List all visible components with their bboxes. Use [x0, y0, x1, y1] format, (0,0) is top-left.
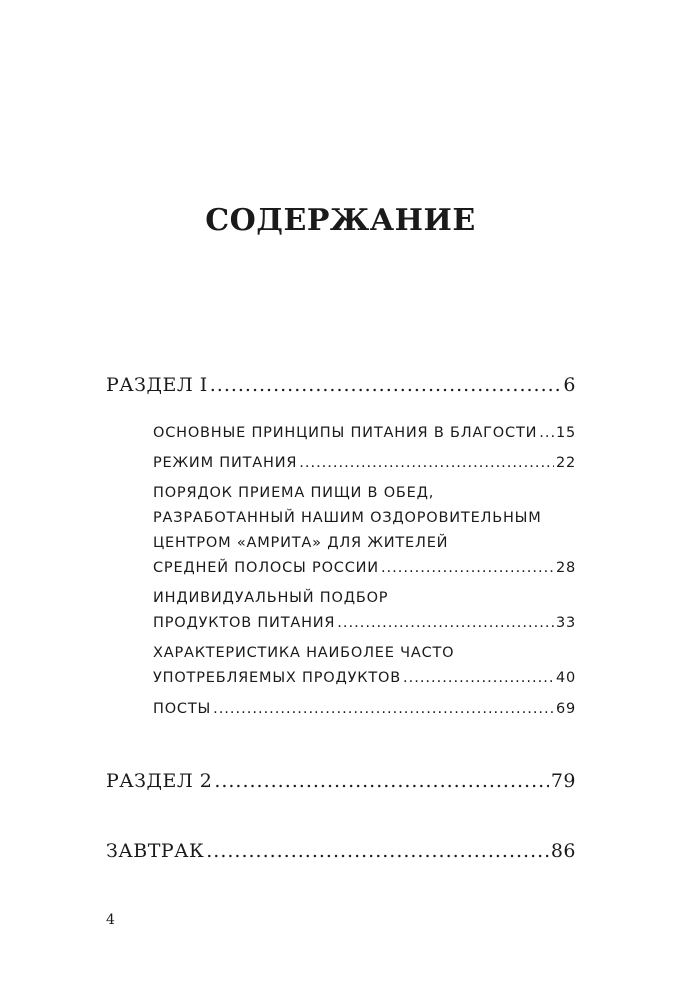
toc-entry-line: ЦЕНТРОМ «АМРИТА» ДЛЯ ЖИТЕЛЕЙ: [153, 535, 449, 551]
toc-entry-title: РЕЖИМ ПИТАНИЯ: [153, 455, 298, 471]
toc-entry-section-1[interactable]: [106, 374, 576, 396]
leader-dots: [213, 697, 554, 722]
toc-page-number: 28: [555, 560, 576, 576]
toc-page-number: 79: [550, 770, 576, 792]
leader-dots: [210, 374, 562, 396]
toc-entry-section-2[interactable]: [106, 770, 576, 792]
toc-entry-characteristics[interactable]: [153, 641, 576, 691]
toc-entry-line: ПОРЯДОК ПРИЕМА ПИЩИ В ОБЕД,: [153, 485, 435, 501]
toc-entry-regime[interactable]: [153, 451, 576, 476]
toc-entry-title: ПОСТЫ: [153, 701, 212, 717]
toc-entry-title: ЗАВТРАК: [106, 840, 205, 862]
toc-page-number: 22: [555, 455, 576, 471]
leader-dots: [206, 840, 549, 862]
leader-dots: [337, 611, 554, 636]
leader-dots: [214, 770, 549, 792]
toc-page-number: 6: [563, 374, 576, 396]
toc-entry-line: ИНДИВИДУАЛЬНЫЙ ПОДБОР: [153, 590, 389, 606]
toc-page-number: 15: [555, 425, 576, 441]
toc-entry-title: РАЗДЕЛ 2: [106, 770, 213, 792]
toc-entry-breakfast[interactable]: [106, 840, 576, 862]
toc-entry-line: РАЗРАБОТАННЫЙ НАШИМ ОЗДОРОВИТЕЛЬНЫМ: [153, 510, 542, 526]
page-title: СОДЕРЖАНИЕ: [205, 203, 476, 239]
toc-entry-title: УПОТРЕБЛЯЕМЫХ ПРОДУКТОВ: [153, 670, 401, 686]
toc-entry-line: ХАРАКТЕРИСТИКА НАИБОЛЕЕ ЧАСТО: [153, 645, 455, 661]
toc-entry-title: РАЗДЕЛ I: [106, 374, 208, 396]
toc-entry-title: ОСНОВНЫЕ ПРИНЦИПЫ ПИТАНИЯ В БЛАГОСТИ: [153, 425, 538, 441]
leader-dots: [381, 556, 554, 581]
toc-page-number: 40: [555, 670, 576, 686]
toc-entry-title: ПРОДУКТОВ ПИТАНИЯ: [153, 615, 336, 631]
leader-dots: [403, 666, 554, 691]
toc-entry-individual[interactable]: [153, 586, 576, 636]
toc-page-number: 69: [555, 701, 576, 717]
leader-dots: [539, 421, 554, 446]
toc-page-number: 86: [550, 840, 576, 862]
toc-entry-principles[interactable]: [153, 421, 576, 446]
toc-entry-fasts[interactable]: [153, 697, 576, 722]
toc-entry-lunch-order[interactable]: [153, 481, 576, 581]
leader-dots: [299, 451, 554, 476]
toc-page-number: 33: [555, 615, 576, 631]
toc-entry-title: СРЕДНЕЙ ПОЛОСЫ РОССИИ: [153, 560, 379, 576]
page-number: 4: [106, 912, 115, 928]
